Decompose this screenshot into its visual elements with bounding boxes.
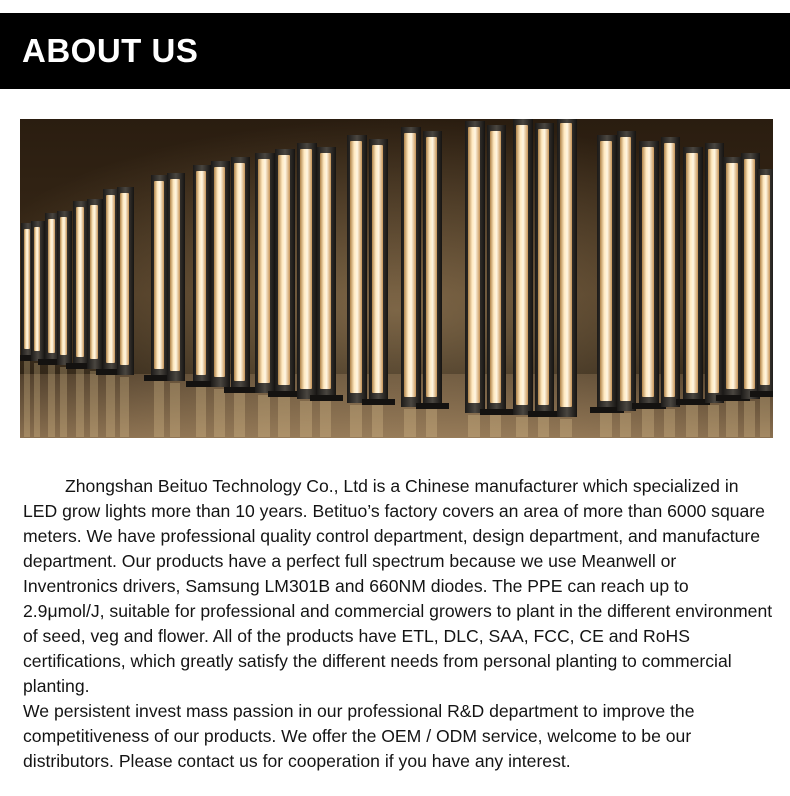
fixture-base (676, 399, 710, 405)
led-bar (196, 171, 206, 375)
led-reflection (404, 409, 416, 437)
led-reflection (708, 405, 719, 437)
fixture-base (310, 395, 343, 401)
led-bar (154, 181, 164, 369)
led-reflection (90, 371, 98, 437)
led-bar (48, 219, 55, 353)
header-bar (0, 13, 790, 89)
led-reflection (538, 417, 549, 437)
fixture-base (362, 399, 395, 405)
led-reflection (76, 369, 84, 437)
page-title: ABOUT US (22, 32, 199, 69)
led-bar (708, 149, 719, 393)
led-reflection (760, 397, 770, 437)
led-reflection (600, 413, 612, 437)
led-reflection (664, 409, 675, 437)
fixture-base (632, 403, 666, 409)
fixture-base (480, 409, 513, 415)
led-bar (726, 163, 738, 389)
factory-photo (20, 119, 773, 438)
about-paragraph-1 (23, 474, 773, 699)
led-bar (90, 205, 98, 359)
led-bar (664, 143, 675, 397)
led-reflection (24, 361, 30, 437)
led-reflection (34, 363, 40, 437)
led-bar (278, 155, 290, 385)
led-reflection (642, 409, 654, 437)
fixture-base (224, 387, 257, 393)
led-bar (426, 137, 437, 397)
led-reflection (170, 383, 180, 437)
led-bar (34, 227, 40, 351)
led-bar (214, 167, 225, 377)
about-text (23, 474, 773, 774)
led-reflection (278, 397, 290, 437)
led-bar (516, 125, 528, 405)
fixture-base (416, 403, 449, 409)
led-bar (372, 145, 383, 393)
led-bar (258, 159, 270, 383)
led-bar (404, 133, 416, 397)
led-bar (106, 195, 115, 363)
led-reflection (490, 415, 501, 437)
led-bar (600, 141, 612, 401)
fixture-base (268, 391, 302, 397)
led-bar (642, 147, 654, 397)
fixture-base (528, 411, 561, 417)
led-bar (170, 179, 180, 371)
led-reflection (300, 401, 312, 437)
led-bar (760, 175, 770, 385)
led-bar (60, 217, 67, 355)
led-reflection (620, 413, 631, 437)
led-bar (350, 141, 362, 393)
led-bar (490, 131, 501, 403)
led-reflection (516, 417, 528, 437)
led-bar (76, 207, 84, 357)
led-reflection (154, 381, 164, 437)
led-bar (686, 153, 698, 393)
led-bar (120, 193, 129, 365)
led-reflection (744, 401, 755, 437)
led-bar (300, 149, 312, 389)
led-reflection (726, 401, 738, 437)
led-reflection (106, 375, 115, 437)
led-reflection (560, 419, 572, 437)
led-reflection (320, 401, 331, 437)
led-bar (560, 123, 572, 407)
factory-photo-illustration (20, 119, 773, 438)
led-reflection (214, 389, 225, 437)
led-reflection (48, 365, 55, 437)
led-reflection (372, 405, 383, 437)
led-reflection (196, 387, 206, 437)
led-bar (320, 153, 331, 389)
led-reflection (60, 367, 67, 437)
led-reflection (120, 377, 129, 437)
led-reflection (686, 405, 698, 437)
about-paragraph-2: We persistent invest mass passion in our professional R&D department to improve the competitiveness of our products. We offer the OEM / ODM service, welcome to be our distributors. Please contact us for cooperation if you have any interest. (23, 701, 695, 771)
led-bar (538, 129, 549, 405)
led-reflection (234, 393, 245, 437)
led-bar (234, 163, 245, 381)
led-bar (468, 127, 480, 403)
led-reflection (258, 395, 270, 437)
led-reflection (426, 409, 437, 437)
led-bar (620, 137, 631, 401)
led-reflection (350, 405, 362, 437)
about-paragraph-1-text: Zhongshan Beituo Technology Co., Ltd is a Chinese manufacturer which specialized in LED grow lights more than 10 years. Betituo’s factory covers an area of more than 6000 square meters. We have professional quality control department, design department, and manufacture department. Our products have a perfect full spectrum because we use Meanwell or Inventronics drivers, Samsung LM301B and 660NM diodes. The PPE can reach up to 2.9μmol/J, suitable for professional and commercial growers to plant in the different environment of seed, veg and flower. All of the products have ETL, DLC, SAA, FCC, CE and RoHS certifications, which greatly satisfy the different needs from personal planting to commercial planting. (23, 476, 773, 696)
led-bar (24, 229, 30, 349)
led-bar (744, 159, 755, 389)
fixture-base (750, 391, 773, 397)
led-reflection (468, 415, 480, 437)
